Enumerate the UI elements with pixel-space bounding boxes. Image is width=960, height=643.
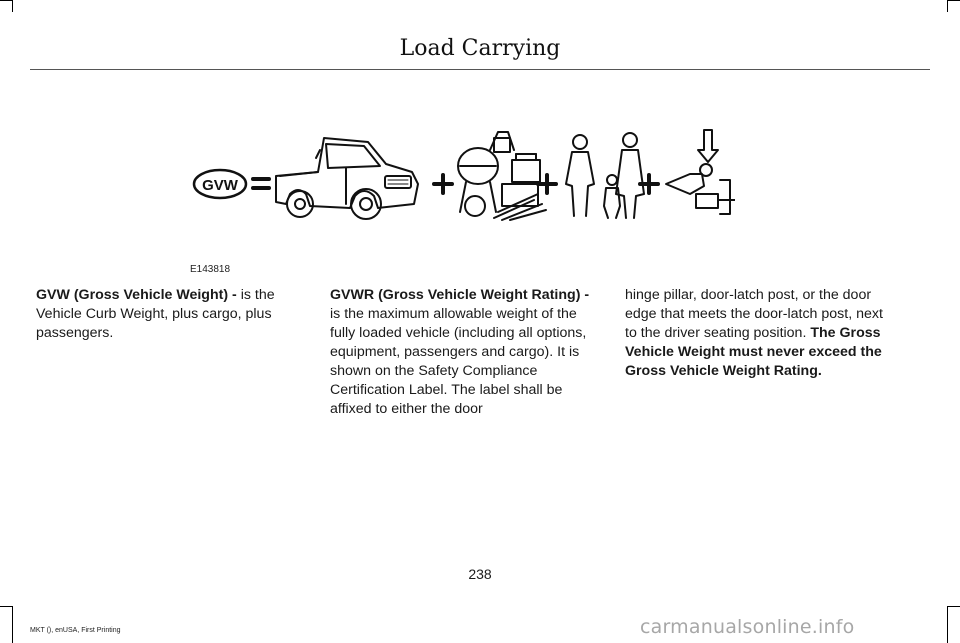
gvw-term: GVW (Gross Vehicle Weight) - — [36, 287, 237, 303]
page-title: Load Carrying — [399, 36, 561, 61]
gvwr-text: is the maximum allowable weight of the fully loaded vehicle (including all options, equipment, passengers and cargo). It is shown on the Safety Compliance Certification Label. The label shall be affixed to either the door — [330, 306, 587, 417]
crop-mark — [0, 0, 12, 1]
crop-mark — [948, 0, 960, 1]
passengers-icon — [566, 133, 644, 218]
crop-mark — [12, 0, 13, 12]
footer-text: MKT (), enUSA, First Printing — [30, 627, 121, 634]
trailer-hitch-icon — [666, 130, 735, 214]
pickup-truck-icon — [276, 138, 418, 219]
gvwr-warning: The Gross Vehicle Weight must never exceed the Gross Vehicle Weight Rating. — [625, 325, 882, 379]
crop-mark — [947, 606, 948, 643]
gvw-text: is the Vehicle Curb Weight, plus cargo, plus passengers. — [36, 287, 275, 341]
watermark: carmanualsonline.info — [640, 616, 855, 638]
gvwr-continuation-text: hinge pillar, door-latch post, or the door edge that meets the door-latch post, next to the driver seating position. — [625, 287, 883, 341]
gvwr-definition — [330, 286, 602, 419]
header-rule — [30, 69, 930, 70]
crop-mark — [948, 606, 960, 607]
figure-code: E143818 — [190, 264, 231, 275]
gvwr-term: GVWR (Gross Vehicle Weight Rating) - — [330, 287, 590, 303]
crop-mark — [947, 0, 948, 12]
page-number: 238 — [468, 566, 492, 582]
gvwr-continuation — [625, 286, 897, 381]
gvw-definition — [36, 286, 308, 343]
crop-mark — [0, 606, 12, 607]
plus-icon — [434, 175, 452, 193]
crop-mark — [12, 606, 13, 643]
gvw-label-text: GVW — [202, 177, 238, 194]
gvw-illustration — [190, 124, 735, 224]
equals-icon — [253, 179, 269, 188]
cargo-equipment-icon — [458, 132, 546, 220]
